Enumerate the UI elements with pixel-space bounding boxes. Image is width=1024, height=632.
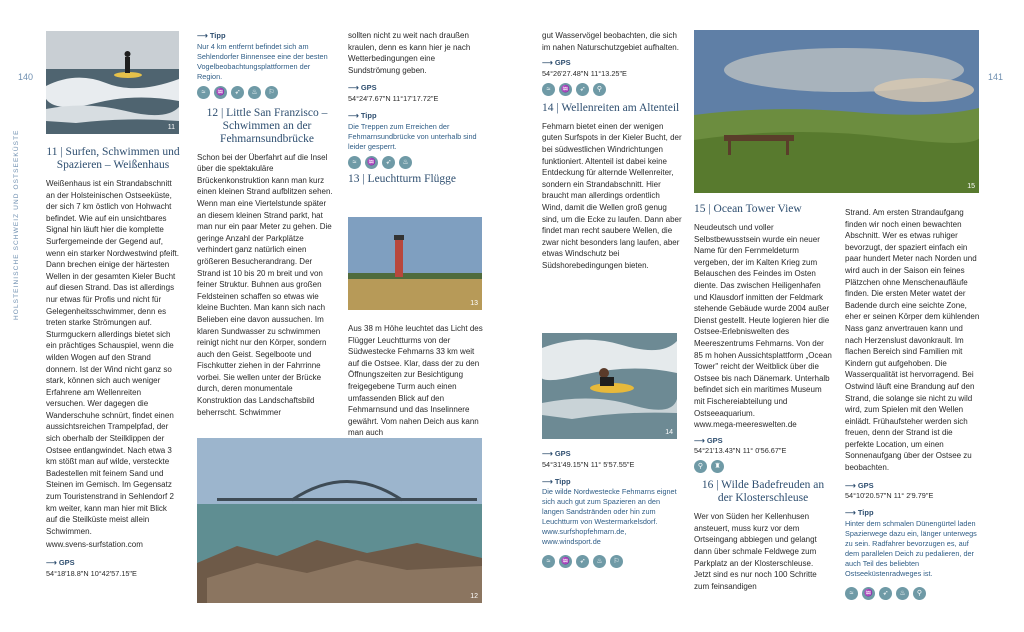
photo-number: 14 bbox=[665, 429, 673, 436]
section-16-heading: 16 | Wilde Badefreuden an der Klosterschleuse bbox=[701, 479, 825, 505]
gps-coordinates: 54°26'27.48"N 11°13.25"E bbox=[542, 68, 627, 78]
swimming-icon: ♒ bbox=[365, 156, 378, 169]
section-13 bbox=[348, 323, 484, 439]
waves-icon: ≈ bbox=[542, 555, 555, 568]
surfer-image bbox=[46, 31, 179, 134]
arrow-right-icon: ⟶ bbox=[348, 110, 361, 120]
activity-icons bbox=[694, 460, 832, 473]
tip-label: Tipp bbox=[554, 476, 571, 486]
section-13-body: Aus 38 m Höhe leuchtet das Licht des Flügger Leuchtturms von der Südwestecke Fehmarns 33 km weit auf die Ostsee. Klar, dass der zu den Öffnungszeiten zur Besichtigung freigegebene Turm auch einen umfassenden Blick auf den Fehmarnsund und das Inselinnere gewährt. Vom nahen Deich aus kann man auch bbox=[348, 324, 483, 438]
binoculars-icon: ⚲ bbox=[913, 587, 926, 600]
section-12-body: Schon bei der Überfahrt auf die Insel über die spektakuläre Brückenkonstruktion kann man kurz einen kleinen Strand aufblitzen sehen. Wenn man eine Viertelstunde später an diesem kleinen Strand parkt, hat man nur ein paar Meter zu gehen. Die geringe Anzahl der Parkplätze verhindert ganz natürlich einen größeren Besucherandrang. Der Strand ist 10 bis 20 m breit und von feiner Struktur. Buhnen aus großen Feldsteinen schaffen so etwas wie kleine Buchten. Man kann sich nach Belieben eine davon aussuchen. Im klaren Sundwasser zu schwimmen reinigt nicht nur den Körper, sondern auch den Geist. Segelboote und Fischkutter ziehen in der Fahrrinne vorbei. Sie wellen unter der Brücke durch, deren monumentale Konstruktion das Landschaftsbild beherrscht. Schwimmer bbox=[197, 152, 333, 417]
gps-coordinates: 54°31'49.15"N 11° 5'57.55"E bbox=[542, 459, 635, 469]
arrow-right-icon: ⟶ bbox=[348, 83, 361, 93]
activity-icons bbox=[845, 587, 980, 600]
surfing-icon: ➶ bbox=[879, 587, 892, 600]
activity-icons bbox=[197, 86, 337, 99]
sauna-icon: ♨ bbox=[896, 587, 909, 600]
photo-landscape bbox=[694, 30, 979, 193]
running-head bbox=[13, 120, 27, 320]
landscape-image bbox=[694, 30, 979, 193]
tip-text: Die wilde Nordwestecke Fehmarns eignet sich auch gut zum Spazieren an den langen Sandstränden oder hin zum Leuchtturm von Westermarkelsdorf. bbox=[542, 487, 677, 527]
photo-number: 11 bbox=[167, 124, 175, 131]
surfing-icon: ➶ bbox=[576, 555, 589, 568]
section-14-heading: 14 | Wellenreiten am Altenteil bbox=[542, 101, 680, 114]
surfing-icon: ➶ bbox=[382, 156, 395, 169]
section-15-heading: 15 | Ocean Tower View bbox=[694, 203, 802, 215]
binoculars-icon: ⚲ bbox=[593, 83, 606, 96]
page-number-left: 140 bbox=[18, 72, 34, 82]
photo-lighthouse bbox=[348, 217, 482, 310]
section-13-continued: gut Wasservögel beobachten, die sich im nahen Naturschutzgebiet aufhalten. bbox=[542, 31, 679, 52]
tip-link[interactable]: www.surfshopfehmarn.de, bbox=[542, 527, 627, 537]
tip-text: Hinter dem schmalen Dünengürtel laden Spazierwege dazu ein, länger unterwegs zu sein. Radfahrer bevorzugen es, auf dem parallelen Deich zu pedalieren, der auch Teil des beliebten Ostseeküstenradweges ist. bbox=[845, 518, 977, 578]
activity-icons bbox=[542, 83, 682, 96]
bodyboarder-image bbox=[542, 333, 677, 439]
running-head-text: HOLSTEINISCHE SCHWEIZ UND OSTSEEKÜSTE bbox=[13, 129, 20, 320]
photo-number: 13 bbox=[470, 300, 478, 307]
section-11 bbox=[46, 146, 180, 579]
arrow-right-icon: ⟶ bbox=[542, 449, 555, 458]
page-number-right: 141 bbox=[988, 72, 1004, 82]
surfing-icon: ➶ bbox=[576, 83, 589, 96]
arrow-right-icon: ⟶ bbox=[542, 58, 555, 68]
gps-label: GPS bbox=[58, 558, 75, 567]
lighthouse-image bbox=[348, 217, 482, 310]
waves-icon: ≈ bbox=[542, 83, 555, 96]
activity-icons bbox=[542, 555, 682, 568]
gps-label: GPS bbox=[360, 83, 377, 93]
column-5 bbox=[694, 203, 832, 592]
waves-icon: ≈ bbox=[348, 156, 361, 169]
gps-label: GPS bbox=[554, 449, 571, 458]
section-11-link[interactable]: www.svens-surfstation.com bbox=[46, 540, 143, 550]
column-6 bbox=[845, 207, 980, 604]
tip-link[interactable]: www.windsport.de bbox=[542, 537, 601, 547]
gps-coordinates: 54°24'7.67"N 11°17'17.72"E bbox=[348, 93, 439, 103]
arrow-right-icon: ⟶ bbox=[694, 435, 707, 445]
tip-label: Tipp bbox=[857, 508, 874, 518]
gps-coordinates: 54°21'13.43"N 11° 0'56.67"E bbox=[694, 446, 787, 456]
photo-number: 15 bbox=[967, 183, 975, 190]
swimming-icon: ♒ bbox=[559, 83, 572, 96]
sauna-icon: ♨ bbox=[399, 156, 412, 169]
section-12-continued: sollten nicht zu weit nach draußen kraulen, denn es kann hier je nach Wetterbedingungen eine Sundströmung geben. bbox=[348, 31, 471, 75]
column-4 bbox=[542, 30, 682, 272]
flag-icon: ⚐ bbox=[265, 86, 278, 99]
photo-number: 12 bbox=[470, 593, 478, 600]
sauna-icon: ♨ bbox=[248, 86, 261, 99]
gps-label: GPS bbox=[857, 480, 874, 490]
tip-label: Tipp bbox=[360, 110, 377, 120]
arrow-right-icon: ⟶ bbox=[542, 476, 555, 486]
arrow-right-icon: ⟶ bbox=[845, 480, 858, 490]
binoculars-icon: ⚲ bbox=[694, 460, 707, 473]
column-2 bbox=[197, 30, 337, 418]
flag-icon: ⚐ bbox=[610, 555, 623, 568]
gps-coordinates: 54°10'20.57"N 11° 2'9.79"E bbox=[845, 491, 934, 501]
column-3 bbox=[348, 30, 483, 192]
photo-bridge bbox=[197, 438, 482, 603]
gps-label: GPS bbox=[706, 435, 723, 445]
arrow-right-icon: ⟶ bbox=[197, 31, 210, 40]
waves-icon: ≈ bbox=[845, 587, 858, 600]
photo-surfer bbox=[46, 31, 179, 134]
swimming-icon: ♒ bbox=[214, 86, 227, 99]
section-15-link[interactable]: www.mega-meereswelten.de bbox=[694, 420, 797, 430]
section-13-heading: 13 | Leuchtturm Flügge bbox=[348, 172, 457, 185]
swimming-icon: ♒ bbox=[862, 587, 875, 600]
section-14-body: Fehmarn bietet einen der wenigen guten Surfspots in der Kieler Bucht, der bei südwestlichen Windrichtungen funktioniert. Altenteil ist dabei keine Entdeckung für alternde Wellenreiter, sondern ein Strandabschnitt. Hier braucht man allerdings ordentlich Wind, damit die Wellen groß genug sind, um die Ecke zu laufen. Dann aber findet man recht saubere Wellen, die zwar nicht besonders lang laufen, aber etwas Windschutz bei Südshorebedingungen bieten. bbox=[542, 121, 682, 270]
sauna-icon: ♨ bbox=[593, 555, 606, 568]
gps-coordinates: 54°18'18.8"N 10°42'57.15"E bbox=[46, 568, 137, 578]
photo-bodyboarder bbox=[542, 333, 677, 439]
tower-icon: ♜ bbox=[711, 460, 724, 473]
tip-label: Tipp bbox=[209, 31, 226, 40]
activity-icons bbox=[348, 156, 483, 169]
bridge-image bbox=[197, 438, 482, 603]
arrow-right-icon: ⟶ bbox=[46, 558, 59, 567]
tip-text: Die Treppen zum Erreichen der Fehmarnsundbrücke von unterhalb sind leider gesperrt. bbox=[348, 121, 477, 151]
arrow-right-icon: ⟶ bbox=[845, 508, 858, 518]
surfing-icon: ➶ bbox=[231, 86, 244, 99]
section-16-continued: Strand. Am ersten Strandaufgang finden wir noch einen bewachten Abschnitt. Wer es etwas ruhiger bevorzugt, der spaziert einfach ein paar hundert Meter nach Norden und wird auch in der Saison ein feines Plätzchen ohne Menschenaufläufe finden. Die ersten Meter watet der Badende durch eine seichte Zone, eher er seinen Körper dem kühlenden Nass ganz anvertrauen kann und nach Herzenslust davonkrault. Im flachen Bereich sind Familien mit Kindern gut aufgehoben. Die Wasserqualität ist hervorragend. Bei Ostwind läuft eine Brandung auf den Strand, die solange sie nicht zu wild wird, zum Spielen mit den Wellen einlädt. Frühaufsteher werden sich freuen, denn der Strand ist die perfekte Location, um einen Sonnenaufgang über der Ostsee zu beobachten. bbox=[845, 208, 980, 473]
column-4-bottom bbox=[542, 448, 682, 572]
section-16-body: Wer von Süden her Kellenhusen ansteuert, muss kurz vor dem Ortseingang abbiegen und gelangt dann über schmale Feldwege zum Parkplatz an der Klosterschleuse. Jetzt sind es nur noch 100 Schritte zum feinsandigen bbox=[694, 512, 817, 591]
swimming-icon: ♒ bbox=[559, 555, 572, 568]
tip-text: Nur 4 km entfernt befindet sich am Sehlendorfer Binnensee eine der besten Vogelbeobachtungsplattformen der Region. bbox=[197, 41, 328, 81]
waves-icon: ≈ bbox=[197, 86, 210, 99]
section-11-heading: 11 | Surfen, Schwimmen und Spazieren – Weißenhaus bbox=[46, 146, 180, 171]
section-15-body: Neudeutsch und voller Selbstbewusstsein wurde ein neuer Name für den Fernmeldeturm vergeben, der im Kalten Krieg zum Belauschen des Feindes im Osten diente. Das zwischen Heiligenhafen und Klausdorf inmitten der Feldmark stehende Gebäude wurde 2004 außer Dienst gestellt. Heute logieren hier die Ostsee-Erlebniswelten des Meereszentrums Fehmarns. Von der 85 m hohen Aussichtsplattform „Ocean Tower" reicht der Weitblick über die Ostsee bis nach Dänemark. Unterhalb befindet sich ein maritimes Museum mit Fischereiabteilung und Ostseeaquarium. bbox=[694, 223, 832, 418]
section-12-heading: 12 | Little San Franzisco – Schwimmen an der Fehmarnsundbrücke bbox=[206, 106, 328, 145]
gps-label: GPS bbox=[554, 58, 571, 68]
section-11-body: Weißenhaus ist ein Strandabschnitt an der Holsteinischen Ostseeküste, der sich 7 km östlich von Hohwacht befindet. Wie auf ein unsichtbares Signal hin läuft hier die komplette Surfergemeinde der Gegend auf, wenn ein starker Nordwestwind pfeift. Dann brechen einige der härtesten Wellen in der gesamten Kieler Bucht auf diesen Strand. Das ist allerdings nur etwas für Profis und nicht für Gelegenheitsschwimmer, denn es treten starke Strömungen auf. Sturmguckern allerdings bietet sich ein prächtiges Schauspiel, wenn die wilden Wogen auf den Strand donnern. Ist der Wind nicht ganz so stark, können sich auch weniger Erfahrene am Wellenreiten versuchen. Wer dagegen die Wanderschuhe schnürt, findet einen aussichtsreichen Trampelpfad, der sich oberhalb der Steilklippen der Ostsee entlangwindet. Nach etwa 3 km stößt man auf wilde, versteckte Badestellen mit feinem Sand und Steinen im Gemisch. Im Gegensatz zum Touristenstrand in Sehlendorf 2 km weiter, kann man hier mit Blick auf die Steilküste meist allein Schwimmen. bbox=[46, 179, 179, 536]
